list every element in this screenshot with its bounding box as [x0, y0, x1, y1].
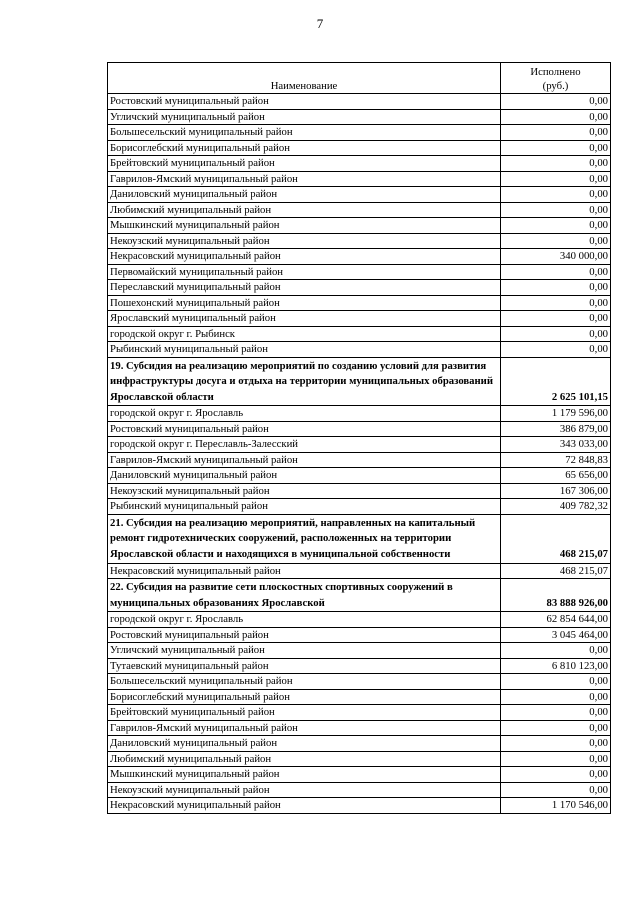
row-name: Пошехонский муниципальный район: [108, 295, 501, 311]
row-value: 0,00: [501, 720, 611, 736]
row-value: 0,00: [501, 202, 611, 218]
column-header-value-line2: (руб.): [542, 80, 569, 92]
row-name: Гаврилов-Ямский муниципальный район: [108, 720, 501, 736]
table-row: [108, 499, 611, 515]
row-name: городской округ г. Ярославль: [108, 406, 501, 422]
row-value: 0,00: [501, 140, 611, 156]
row-value: 0,00: [501, 342, 611, 358]
table-row: [108, 187, 611, 203]
row-name: Борисоглебский муниципальный район: [108, 140, 501, 156]
row-name: Мышкинский муниципальный район: [108, 767, 501, 783]
execution-table: [107, 62, 611, 814]
table-row: [108, 705, 611, 721]
table-header-row: [108, 63, 611, 94]
table-row: [108, 326, 611, 342]
row-name: Любимский муниципальный район: [108, 751, 501, 767]
row-name: Даниловский муниципальный район: [108, 468, 501, 484]
row-value: 0,00: [501, 326, 611, 342]
section-title: 22. Субсидия на развитие сети плоскостных спортивных сооружений в муниципальных образованиях Ярославской: [108, 579, 501, 612]
row-value: 0,00: [501, 109, 611, 125]
table-row: [108, 406, 611, 422]
row-value: 0,00: [501, 751, 611, 767]
table-row: [108, 658, 611, 674]
table-row: [108, 563, 611, 579]
table-row: [108, 689, 611, 705]
row-value: 0,00: [501, 674, 611, 690]
table-row: [108, 233, 611, 249]
section-row: [108, 514, 611, 563]
row-value: 0,00: [501, 782, 611, 798]
table-row: [108, 249, 611, 265]
table-row: [108, 295, 611, 311]
table-row: [108, 437, 611, 453]
table-row: [108, 94, 611, 110]
section-title: 19. Субсидия на реализацию мероприятий по созданию условий для развития инфраструктуры досуга и отдыха на территории муниципальных образований Ярославской области: [108, 357, 501, 406]
row-name: Рыбинский муниципальный район: [108, 499, 501, 515]
table-body: [108, 94, 611, 814]
table-row: [108, 342, 611, 358]
row-name: Любимский муниципальный район: [108, 202, 501, 218]
row-value: 0,00: [501, 280, 611, 296]
row-name: Даниловский муниципальный район: [108, 187, 501, 203]
row-name: Ростовский муниципальный район: [108, 421, 501, 437]
row-name: Брейтовский муниципальный район: [108, 705, 501, 721]
row-value: 386 879,00: [501, 421, 611, 437]
table-row: [108, 643, 611, 659]
row-name: Рыбинский муниципальный район: [108, 342, 501, 358]
row-value: 468 215,07: [501, 563, 611, 579]
row-value: 65 656,00: [501, 468, 611, 484]
table-row: [108, 202, 611, 218]
table-row: [108, 171, 611, 187]
row-name: Мышкинский муниципальный район: [108, 218, 501, 234]
row-value: 3 045 464,00: [501, 627, 611, 643]
row-value: 0,00: [501, 218, 611, 234]
table-row: [108, 264, 611, 280]
row-value: 409 782,32: [501, 499, 611, 515]
row-value: 0,00: [501, 125, 611, 141]
table-row: [108, 674, 611, 690]
row-value: 6 810 123,00: [501, 658, 611, 674]
table-row: [108, 612, 611, 628]
section-row: [108, 357, 611, 406]
row-name: Брейтовский муниципальный район: [108, 156, 501, 172]
column-header-name: Наименование: [108, 63, 501, 94]
row-value: 72 848,83: [501, 452, 611, 468]
row-value: 1 170 546,00: [501, 798, 611, 814]
table-row: [108, 736, 611, 752]
table-row: [108, 140, 611, 156]
table-row: [108, 767, 611, 783]
row-name: Угличский муниципальный район: [108, 643, 501, 659]
row-name: Некрасовский муниципальный район: [108, 563, 501, 579]
row-name: Первомайский муниципальный район: [108, 264, 501, 280]
table-row: [108, 452, 611, 468]
row-value: 62 854 644,00: [501, 612, 611, 628]
table-row: [108, 156, 611, 172]
section-row: [108, 579, 611, 612]
row-value: 0,00: [501, 311, 611, 327]
table-row: [108, 109, 611, 125]
row-value: 0,00: [501, 171, 611, 187]
row-name: Борисоглебский муниципальный район: [108, 689, 501, 705]
row-value: 0,00: [501, 187, 611, 203]
row-value: 0,00: [501, 156, 611, 172]
column-header-value: [501, 63, 611, 94]
table-row: [108, 468, 611, 484]
column-header-value-line1: Исполнено: [530, 66, 581, 78]
table-row: [108, 627, 611, 643]
row-name: Угличский муниципальный район: [108, 109, 501, 125]
table-row: [108, 218, 611, 234]
table-row: [108, 751, 611, 767]
row-name: Ростовский муниципальный район: [108, 627, 501, 643]
row-value: 0,00: [501, 233, 611, 249]
page-number: 7: [316, 16, 324, 31]
row-name: Переславский муниципальный район: [108, 280, 501, 296]
row-value: 0,00: [501, 295, 611, 311]
table-row: [108, 483, 611, 499]
row-name: городской округ г. Переславль-Залесский: [108, 437, 501, 453]
row-name: Ростовский муниципальный район: [108, 94, 501, 110]
row-name: Некоузский муниципальный район: [108, 782, 501, 798]
row-value: 343 033,00: [501, 437, 611, 453]
table-row: [108, 782, 611, 798]
row-value: 0,00: [501, 767, 611, 783]
row-name: Некоузский муниципальный район: [108, 483, 501, 499]
row-name: Некрасовский муниципальный район: [108, 798, 501, 814]
row-name: Некрасовский муниципальный район: [108, 249, 501, 265]
table-row: [108, 798, 611, 814]
row-value: 1 179 596,00: [501, 406, 611, 422]
section-total: 83 888 926,00: [501, 579, 611, 612]
row-name: Тутаевский муниципальный район: [108, 658, 501, 674]
table-row: [108, 421, 611, 437]
row-name: Гаврилов-Ямский муниципальный район: [108, 452, 501, 468]
row-value: 0,00: [501, 264, 611, 280]
row-name: Некоузский муниципальный район: [108, 233, 501, 249]
table-row: [108, 720, 611, 736]
row-value: 340 000,00: [501, 249, 611, 265]
row-name: городской округ г. Рыбинск: [108, 326, 501, 342]
section-total: 2 625 101,15: [501, 357, 611, 406]
row-name: Даниловский муниципальный район: [108, 736, 501, 752]
row-value: 0,00: [501, 705, 611, 721]
row-value: 0,00: [501, 643, 611, 659]
section-title: 21. Субсидия на реализацию мероприятий, направленных на капитальный ремонт гидротехнических сооружений, расположенных на территории Ярославской области и находящихся в муниципальной собственности: [108, 514, 501, 563]
row-name: Гаврилов-Ямский муниципальный район: [108, 171, 501, 187]
row-value: 0,00: [501, 689, 611, 705]
row-name: городской округ г. Ярославль: [108, 612, 501, 628]
table-row: [108, 125, 611, 141]
section-total: 468 215,07: [501, 514, 611, 563]
table-row: [108, 311, 611, 327]
row-name: Большесельский муниципальный район: [108, 125, 501, 141]
row-value: 167 306,00: [501, 483, 611, 499]
row-name: Большесельский муниципальный район: [108, 674, 501, 690]
row-value: 0,00: [501, 94, 611, 110]
row-value: 0,00: [501, 736, 611, 752]
table-row: [108, 280, 611, 296]
row-name: Ярославский муниципальный район: [108, 311, 501, 327]
